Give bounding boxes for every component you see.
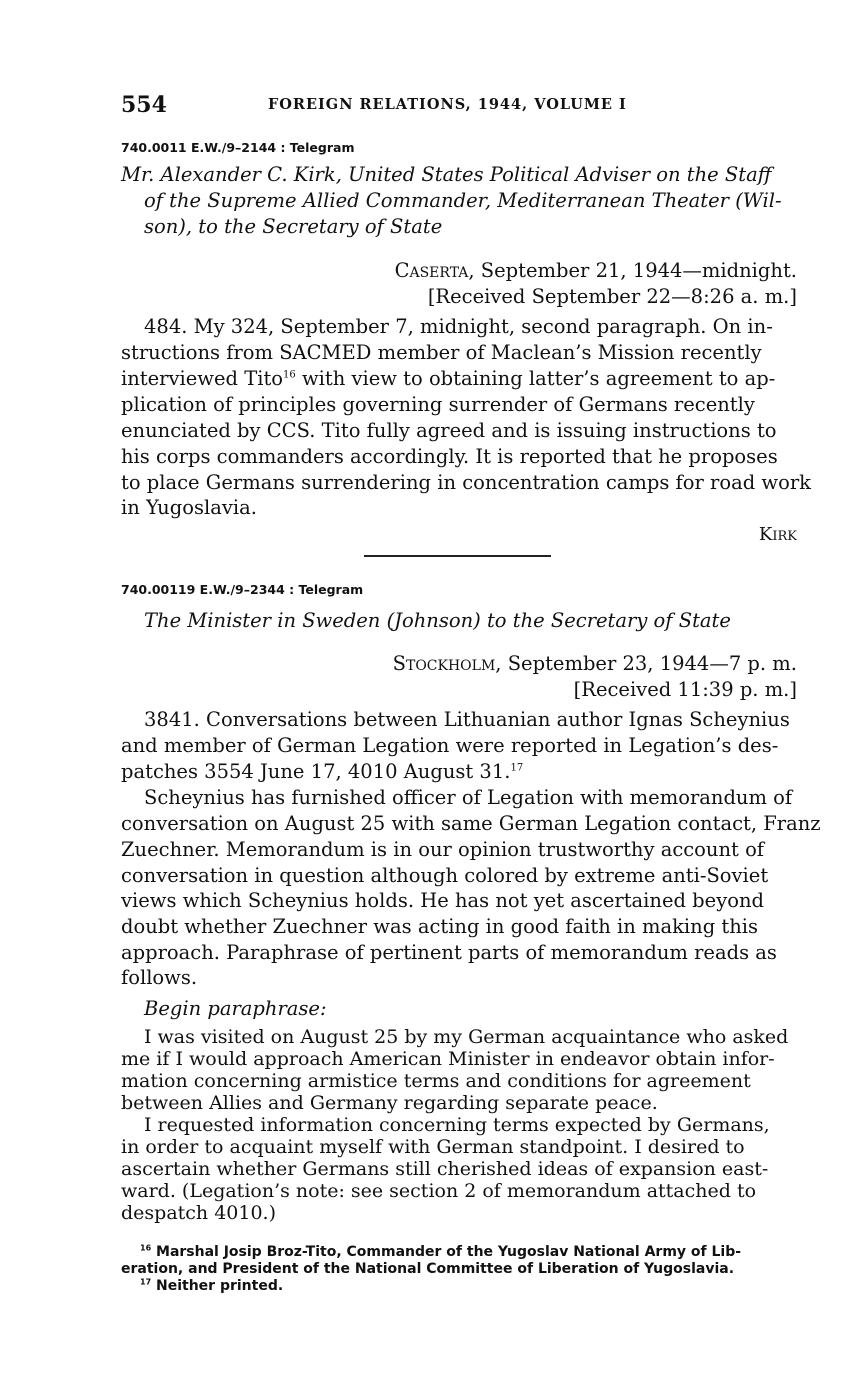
doc2-p3-line-2: me if I would approach American Minister in endeavor obtain infor- [121, 1048, 775, 1070]
doc2-p1-line-3-text: patches 3554 June 17, 4010 August 31. [121, 760, 511, 783]
doc1-dateline [395, 258, 797, 284]
doc2-p4-line-1: I requested information concerning terms expected by Germans, [144, 1114, 770, 1136]
doc2-p2-line-2: conversation on August 25 with same German Legation contact, Franz [121, 812, 821, 835]
doc1-date: , September 21, 1944—midnight. [468, 259, 797, 282]
doc1-line-5: enunciated by CCS. Tito fully agreed and is issuing instructions to [121, 419, 777, 442]
doc2-p1-line-2: and member of German Legation were reported in Legation’s des- [121, 734, 779, 757]
doc1-line-3 [121, 366, 775, 392]
doc1-line-8: in Yugoslavia. [121, 496, 257, 519]
footnote-16-line-2: eration, and President of the National Committee of Liberation of Yugoslavia. [121, 1261, 735, 1277]
doc2-p2-line-1: Scheynius has furnished officer of Legation with memorandum of [144, 786, 793, 809]
doc2-dateline [393, 651, 797, 677]
running-title: FOREIGN RELATIONS, 1944, VOLUME I [268, 96, 627, 113]
doc1-line-3-a: interviewed Tito [121, 367, 284, 390]
doc1-line-6: his corps commanders accordingly. It is reported that he proposes [121, 445, 778, 468]
doc1-place: Caserta [394, 259, 469, 282]
file-reference-2: 740.00119 E.W./9–2344 : Telegram [121, 582, 364, 597]
doc2-p2-line-7: approach. Paraphrase of pertinent parts of memorandum reads as [121, 941, 777, 964]
begin-paraphrase-label: Begin paraphrase: [144, 997, 327, 1020]
doc2-date: , September 23, 1944—7 p. m. [495, 652, 797, 675]
file-reference-1: 740.0011 E.W./9–2144 : Telegram [121, 140, 355, 155]
doc1-heading-line-1: Mr. Alexander C. Kirk, United States Political Adviser on the Staff [121, 163, 772, 186]
doc2-p4-line-5: despatch 4010.) [121, 1202, 277, 1224]
footnote-ref-17[interactable]: 17 [510, 762, 524, 774]
doc2-received: [Received 11:39 p. m.] [573, 678, 797, 701]
page-number: 554 [121, 92, 167, 118]
footnote-17-marker: 17 [140, 1277, 152, 1287]
doc2-heading: The Minister in Sweden (Johnson) to the Secretary of State [144, 609, 731, 632]
doc1-heading-line-2: of the Supreme Allied Commander, Mediterranean Theater (Wil- [144, 189, 782, 212]
doc2-p3-line-3: mation concerning armistice terms and conditions for agreement [121, 1070, 751, 1092]
doc1-line-4: plication of principles governing surrender of Germans recently [121, 393, 755, 416]
footnote-16-marker: 16 [140, 1243, 152, 1253]
doc1-line-2: structions from SACMED member of Maclean’s Mission recently [121, 341, 762, 364]
doc2-p3-line-1: I was visited on August 25 by my German acquaintance who asked [144, 1026, 789, 1048]
doc2-p2-line-5: views which Scheynius holds. He has not yet ascertained beyond [121, 889, 765, 912]
footnote-ref-16[interactable]: 16 [283, 369, 296, 381]
doc2-p2-line-3: Zuechner. Memorandum is in our opinion trustworthy account of [121, 838, 765, 861]
footnote-17 [140, 1278, 283, 1295]
doc2-p2-line-4: conversation in question although colored by extreme anti-Soviet [121, 864, 769, 887]
doc2-p1-line-3 [121, 759, 523, 785]
doc2-place: Stockholm [392, 652, 496, 675]
doc1-line-3-b: with view to obtaining latter’s agreement to ap- [301, 367, 776, 390]
doc2-p4-line-4: ward. (Legation’s note: see section 2 of memorandum attached to [121, 1180, 757, 1202]
footnote-16 [140, 1244, 741, 1261]
doc1-heading-line-3: son), to the Secretary of State [144, 215, 443, 238]
section-divider [364, 555, 551, 557]
doc2-p4-line-2: in order to acquaint myself with German standpoint. I desired to [121, 1136, 745, 1158]
doc2-p2-line-6: doubt whether Zuechner was acting in good faith in making this [121, 915, 759, 938]
doc1-received: [Received September 22—8:26 a. m.] [427, 285, 797, 308]
footnote-17-text: Neither printed. [156, 1278, 284, 1294]
doc2-p3-line-4: between Allies and Germany regarding separate peace. [121, 1092, 658, 1114]
doc1-signature: Kirk [758, 524, 797, 545]
footnote-16-line-1: Marshal Josip Broz-Tito, Commander of the Yugoslav National Army of Lib- [156, 1244, 742, 1260]
doc1-line-1: 484. My 324, September 7, midnight, second paragraph. On in- [144, 315, 773, 338]
doc2-p1-line-1: 3841. Conversations between Lithuanian author Ignas Scheynius [144, 708, 790, 731]
doc1-line-7: to place Germans surrendering in concentration camps for road work [121, 471, 811, 494]
doc2-p2-line-8: follows. [121, 966, 198, 989]
doc2-p4-line-3: ascertain whether Germans still cherished ideas of expansion east- [121, 1158, 769, 1180]
